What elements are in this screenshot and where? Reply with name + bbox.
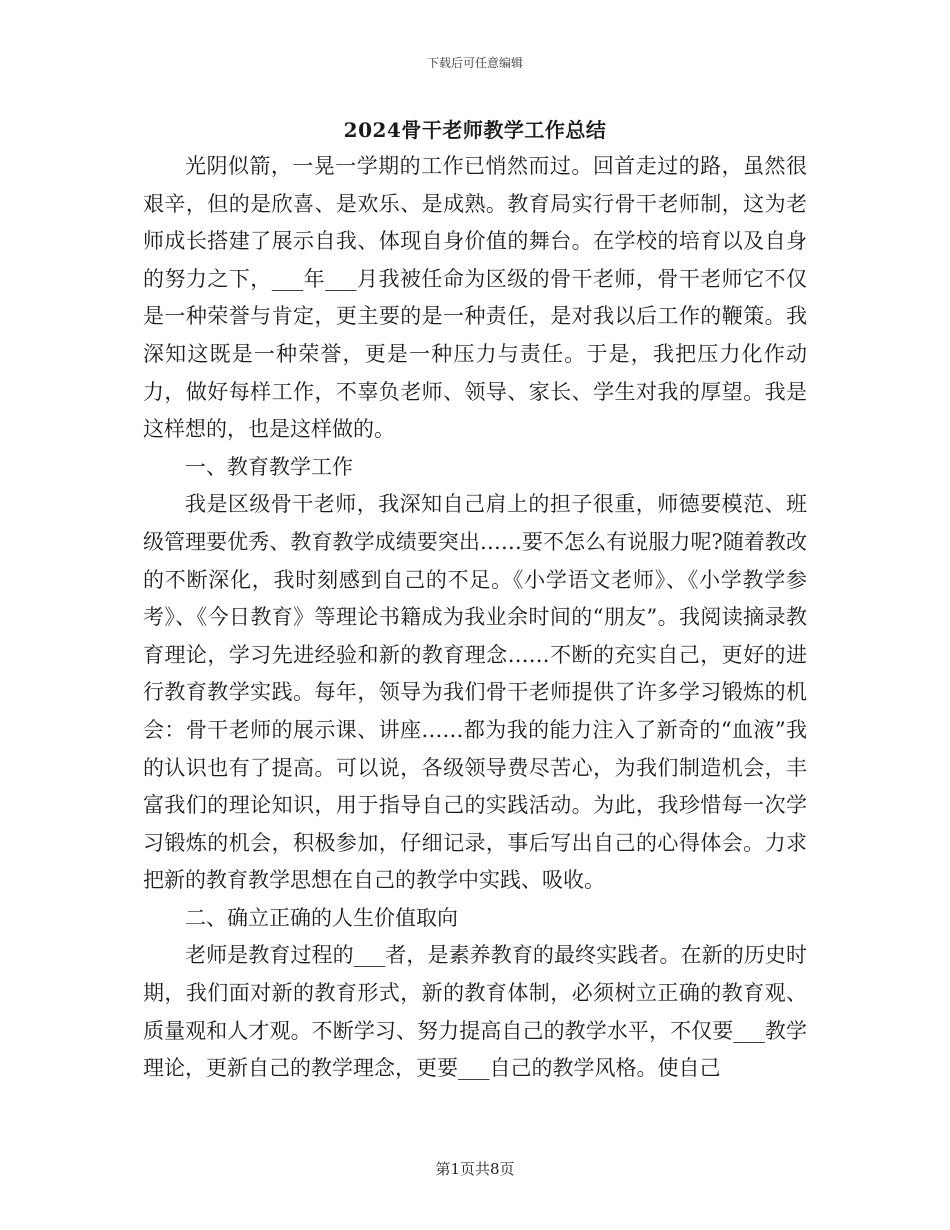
- section-heading-2: 二、确立正确的人生价值取向: [185, 905, 458, 930]
- paragraph-intro: 光阴似箭，一晃一学期的工作已悄然而过。回首走过的路，虽然很艰辛，但的是欣喜、是欢乐、是成熟。教育局实行骨干老师制，这为老师成长搭建了展示自我、体现自身价值的舞台。在学校的培育以及自身的努力之下，___年___月我被任命为区级的骨干老师，骨干老师它不仅是一种荣誉与肯定，更主要的是一种责任，是对我以后工作的鞭策。我深知这既是一种荣誉，更是一种压力与责任。于是，我把压力化作动力，做好每样工作，不辜负老师、领导、家长、学生对我的厚望。我是这样想的，也是这样做的。: [143, 154, 807, 442]
- document-body: [143, 148, 807, 1088]
- section-heading-1: 一、教育教学工作: [185, 454, 353, 479]
- page-number: 第1页共8页: [435, 1160, 515, 1178]
- paragraph-section-1: 我是区级骨干老师，我深知自己肩上的担子很重，师德要模范、班级管理要优秀、教育教学成绩要突出……要不怎么有说服力呢?随着教改的不断深化，我时刻感到自己的不足。《小学语文老师》、《小学教学参考》、《今日教育》等理论书籍成为我业余时间的“朋友”。我阅读摘录教育理论，学习先进经验和新的教育理念……不断的充实自己，更好的进行教育教学实践。每年，领导为我们骨干老师提供了许多学习锻炼的机会：骨干老师的展示课、讲座……都为我的能力注入了新奇的“血液”我的认识也有了提高。可以说，各级领导费尽苦心，为我们制造机会，丰富我们的理论知识，用于指导自己的实践活动。为此，我珍惜每一次学习锻炼的机会，积极参加，仔细记录，事后写出自己的心得体会。力求把新的教育教学思想在自己的教学中实践、吸收。: [143, 492, 807, 893]
- document-title: 2024骨干老师教学工作总结: [343, 118, 607, 142]
- page-header-note: 下载后可任意编辑: [426, 56, 523, 70]
- paragraph-section-2: 老师是教育过程的___者，是素养教育的最终实践者。在新的历史时期，我们面对新的教育形式，新的教育体制，必须树立正确的教育观、质量观和人才观。不断学习、努力提高自己的教学水平，不仅要___教学理论，更新自己的教学理念，更要___自己的教学风格。使自己: [143, 943, 807, 1081]
